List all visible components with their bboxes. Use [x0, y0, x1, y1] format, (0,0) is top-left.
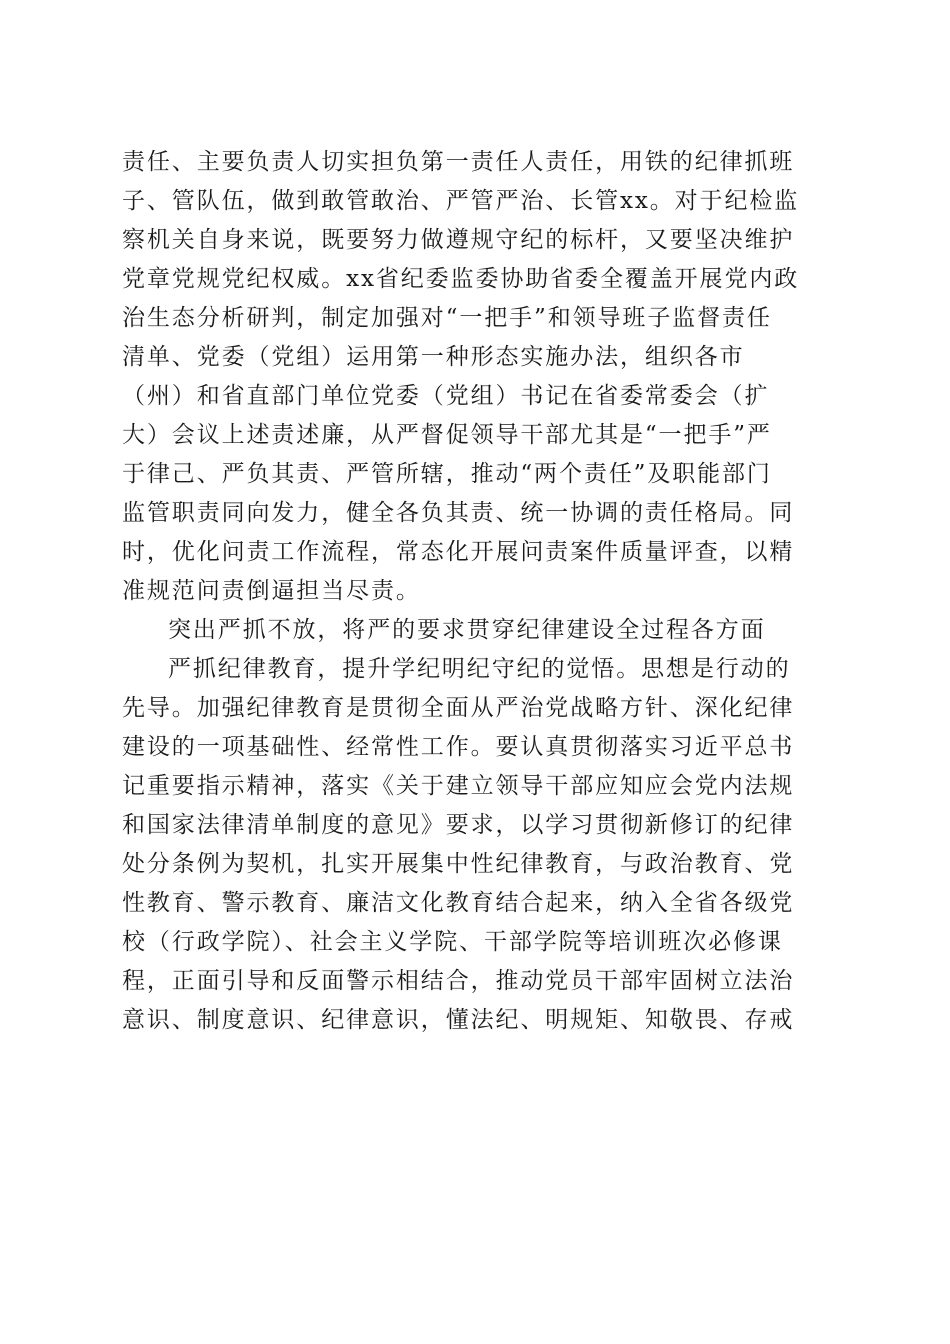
document-body — [122, 143, 828, 1040]
text-line: 意识、制度意识、纪律意识，懂法纪、明规矩、知敬畏、存戒 — [122, 1007, 795, 1033]
text-line: 和国家法律清单制度的意见》要求，以学习贯彻新修订的纪律 — [122, 812, 795, 838]
text-line: 治生态分析研判，制定加强对“一把手”和领导班子监督责任 — [122, 305, 772, 331]
text-line: （州）和省直部门单位党委（党组）书记在省委常委会（扩 — [122, 383, 770, 409]
text-line: 大）会议上述责述廉，从严督促领导干部尤其是“一把手”严 — [122, 422, 772, 448]
text-line: 察机关自身来说，既要努力做遵规守纪的标杆，又要坚决维护 — [122, 227, 795, 253]
text-line: 严抓纪律教育，提升学纪明纪守纪的觉悟。思想是行动的 — [168, 656, 791, 682]
text-line: 子、管队伍，做到敢管敢治、严管严治、长管xx。对于纪检监 — [122, 188, 800, 214]
text-line: 清单、党委（党组）运用第一种形态实施办法，组织各市 — [122, 344, 745, 370]
text-line: 校（行政学院）、社会主义学院、干部学院等培训班次必修课 — [122, 929, 783, 955]
text-line: 程，正面引导和反面警示相结合，推动党员干部牢固树立法治 — [122, 968, 795, 994]
text-line: 处分条例为契机，扎实开展集中性纪律教育，与政治教育、党 — [122, 851, 795, 877]
section-heading: 突出严抓不放，将严的要求贯穿纪律建设全过程各方面 — [168, 617, 766, 643]
text-line: 记重要指示精神，落实《关于建立领导干部应知应会党内法规 — [122, 773, 795, 799]
text-line: 责任、主要负责人切实担负第一责任人责任，用铁的纪律抓班 — [122, 149, 795, 175]
text-line: 时，优化问责工作流程，常态化开展问责案件质量评查，以精 — [122, 539, 795, 565]
text-line: 党章党规党纪权威。xx省纪委监委协助省委全覆盖开展党内政 — [122, 266, 800, 292]
text-line: 于律己、严负其责、严管所辖，推动“两个责任”及职能部门 — [122, 461, 772, 487]
text-line: 性教育、警示教育、廉洁文化教育结合起来，纳入全省各级党 — [122, 890, 795, 916]
text-line: 先导。加强纪律教育是贯彻全面从严治党战略方针、深化纪律 — [122, 695, 795, 721]
text-line: 准规范问责倒逼担当尽责。 — [122, 578, 421, 604]
text-line: 建设的一项基础性、经常性工作。要认真贯彻落实习近平总书 — [122, 734, 795, 760]
text-line: 监管职责同向发力，健全各负其责、统一协调的责任格局。同 — [122, 500, 795, 526]
